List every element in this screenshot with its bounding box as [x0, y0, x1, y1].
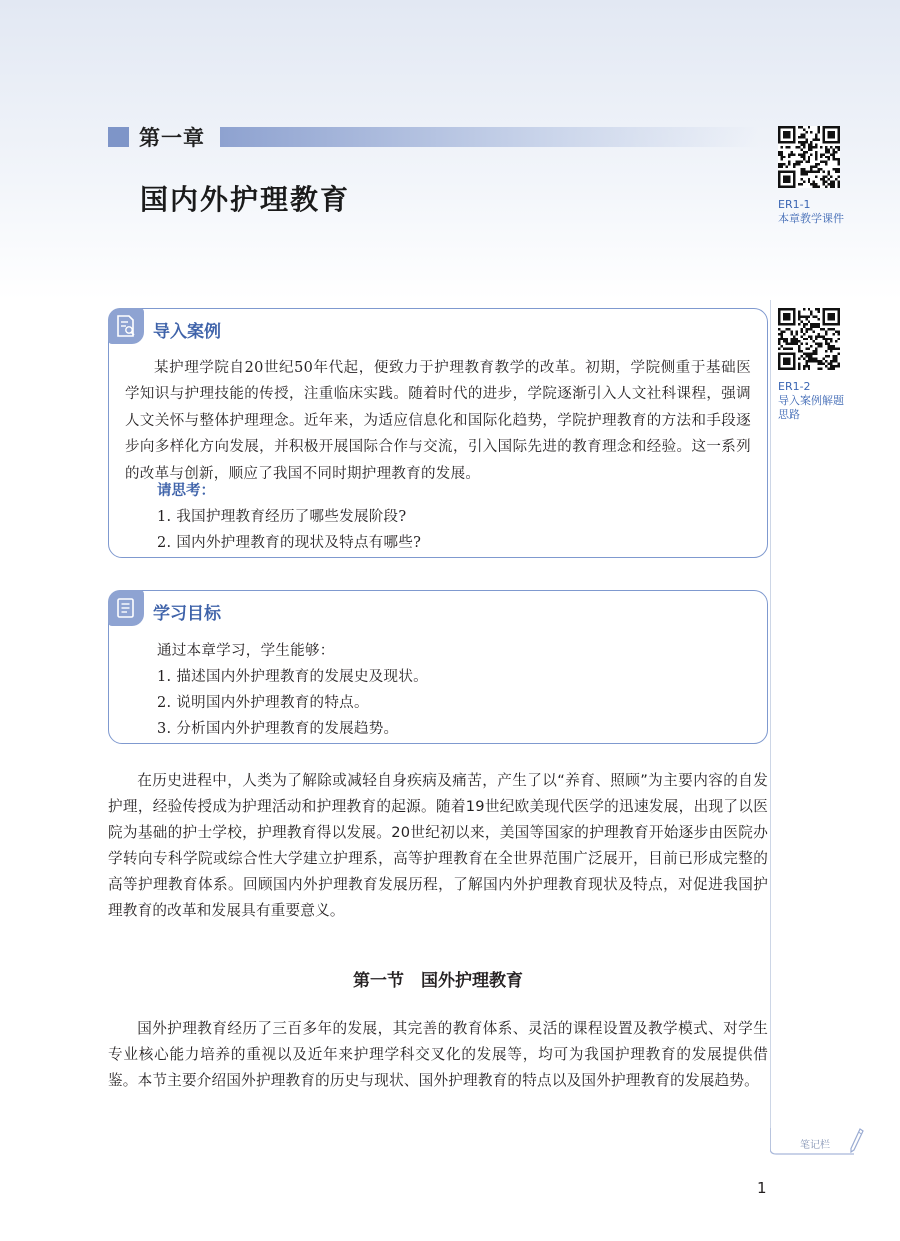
question-item: 2. 国内外护理教育的现状及特点有哪些?	[157, 535, 422, 551]
case-document-icon	[108, 308, 144, 344]
think-title: 请思考：	[157, 482, 215, 499]
chapter-title: 国内外护理教育	[140, 183, 351, 216]
qr2-description-line1: 导入案例解题	[778, 394, 844, 407]
qr-code-case-solution[interactable]	[778, 308, 840, 370]
qr1-caption	[778, 198, 844, 226]
chapter-label: 第一章	[139, 126, 205, 150]
qr1-description: 本章教学课件	[778, 212, 844, 225]
page-number: 1	[757, 1179, 767, 1197]
notes-label: 笔记栏	[800, 1140, 830, 1151]
goals-box-title: 学习目标	[153, 604, 221, 624]
pencil-icon	[848, 1128, 864, 1154]
qr2-caption	[778, 380, 844, 422]
case-text: 某护理学院自20世纪50年代起，便致力于护理教育教学的改革。初期，学院侧重于基础医学知识与护理技能的传授，注重临床实践。随着时代的进步，学院逐渐引入人文社科课程，强调人文关怀与整体护理理念。近年来，为适应信息化和国际化趋势，学院护理教育的方法和手段逐步向多样化方向发展，并积极开展国际合作与交流，引入国际先进的教育理念和经验。这一系列的改革与创新，顺应了我国不同时期护理教育的发展。	[125, 360, 751, 482]
margin-rule	[770, 300, 771, 1150]
qr1-code: ER1-1	[778, 198, 811, 211]
goal-item: 1. 描述国内外护理教育的发展史及现状。	[157, 669, 428, 685]
goals-intro: 通过本章学习，学生能够：	[157, 643, 335, 659]
question-item: 1. 我国护理教育经历了哪些发展阶段?	[157, 509, 407, 525]
goal-item: 3. 分析国内外护理教育的发展趋势。	[157, 721, 399, 737]
section-paragraph: 国外护理教育经历了三百多年的发展，其完善的教育体系、灵活的课程设置及教学模式、对学生专业核心能力培养的重视以及近年来护理学科交叉化的发展等，均可为我国护理教育的发展提供借鉴。本节主要介绍国外护理教育的历史与现状、国外护理教育的特点以及国外护理教育的发展趋势。	[108, 1020, 768, 1089]
chapter-square-marker	[108, 127, 129, 147]
intro-paragraph: 在历史进程中，人类为了解除或减轻自身疾病及痛苦，产生了以“养育、照顾”为主要内容的自发护理，经验传授成为护理活动和护理教育的起源。随着19世纪欧美现代医学的迅速发展，出现了以医院为基础的护士学校，护理教育得以发展。20世纪初以来，美国等国家的护理教育开始逐步由医院办学转向专科学院或综合性大学建立护理系，高等护理教育在全世界范围广泛展开，目前已形成完整的高等护理教育体系。回顾国内外护理教育发展历程，了解国内外护理教育现状及特点，对促进我国护理教育的改革和发展具有重要意义。	[108, 772, 768, 919]
chapter-bar	[108, 126, 758, 148]
goals-book-icon	[108, 590, 144, 626]
qr-code-courseware[interactable]	[778, 126, 840, 188]
qr2-description-line2: 思路	[778, 408, 800, 421]
section-title: 第一节 国外护理教育	[353, 971, 523, 991]
case-box	[108, 308, 768, 558]
goal-item: 2. 说明国内外护理教育的特点。	[157, 695, 369, 711]
notes-column-tab	[770, 1128, 866, 1156]
case-box-title: 导入案例	[153, 322, 221, 342]
header-background	[0, 0, 900, 300]
qr2-code: ER1-2	[778, 380, 811, 393]
chapter-gradient-bar	[220, 127, 758, 147]
goals-box	[108, 590, 768, 744]
